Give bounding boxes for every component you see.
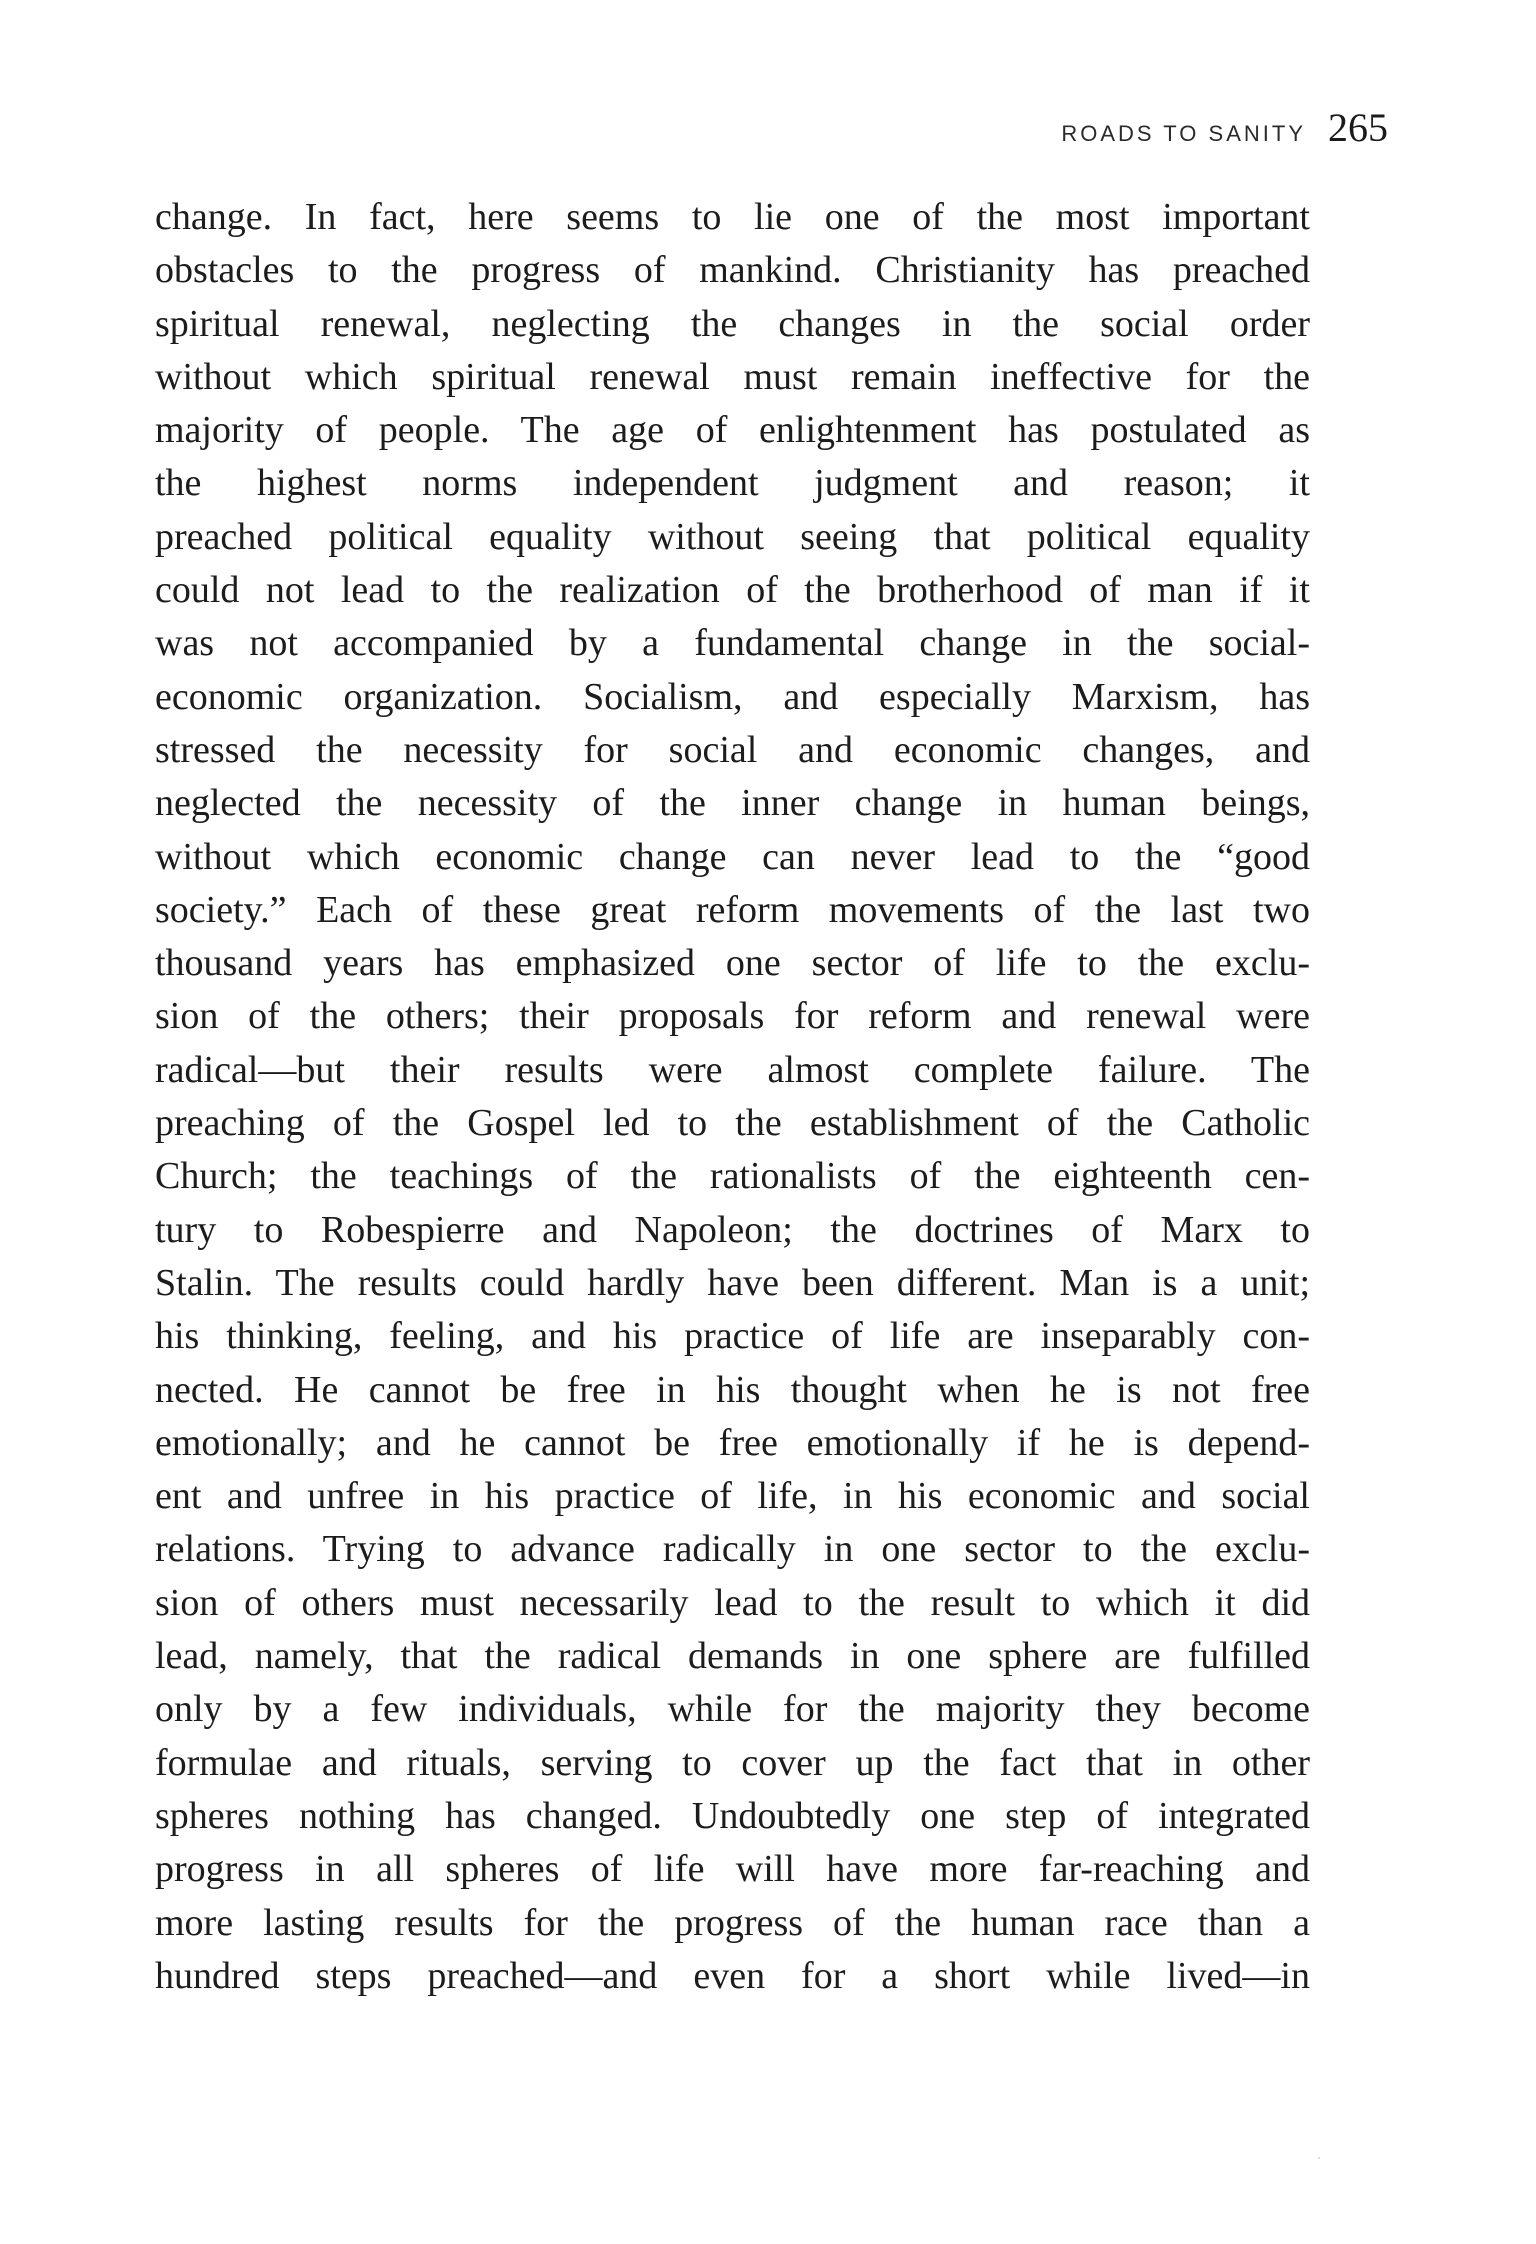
text-line: majority of people. The age of enlightenment has postulated as — [155, 409, 1310, 452]
text-line: his thinking, feeling, and his practice of life are inseparably con- — [155, 1315, 1310, 1358]
text-line: preaching of the Gospel led to the establishment of the Catholic — [155, 1102, 1310, 1145]
text-line: could not lead to the realization of the brotherhood of man if it — [155, 569, 1310, 612]
text-line: was not accompanied by a fundamental change in the social- — [155, 622, 1310, 665]
text-line: thousand years has emphasized one sector of life to the exclu- — [155, 942, 1310, 985]
text-line: neglected the necessity of the inner change in human beings, — [155, 782, 1310, 825]
text-line: radical—but their results were almost complete failure. The — [155, 1048, 1310, 1091]
text-line: Stalin. The results could hardly have been different. Man is a unit; — [155, 1261, 1310, 1304]
text-line: economic organization. Socialism, and especially Marxism, has — [155, 675, 1310, 718]
text-line: emotionally; and he cannot be free emotionally if he is depend- — [155, 1421, 1310, 1464]
text-line: ent and unfree in his practice of life, in his economic and social — [155, 1475, 1310, 1518]
text-line: lead, namely, that the radical demands in one sphere are fulfilled — [155, 1635, 1310, 1678]
text-line: spheres nothing has changed. Undoubtedly one step of integrated — [155, 1794, 1310, 1837]
text-line: hundred steps preached—and even for a short while lived—in — [155, 1954, 1310, 1997]
text-line: the highest norms independent judgment and reason; it — [155, 462, 1310, 505]
text-line: relations. Trying to advance radically in one sector to the exclu- — [155, 1528, 1310, 1571]
running-head — [1061, 104, 1388, 151]
text-line: formulae and rituals, serving to cover up the fact that in other — [155, 1741, 1310, 1784]
page-number: 265 — [1328, 105, 1388, 150]
text-line: only by a few individuals, while for the majority they become — [155, 1688, 1310, 1731]
text-line: change. In fact, here seems to lie one of the most important — [155, 196, 1310, 238]
text-line: progress in all spheres of life will have more far-reaching and — [155, 1848, 1310, 1891]
text-line: nected. He cannot be free in his thought when he is not free — [155, 1368, 1310, 1411]
text-line: tury to Robespierre and Napoleon; the doctrines of Marx to — [155, 1208, 1310, 1251]
text-line: sion of others must necessarily lead to the result to which it did — [155, 1581, 1310, 1624]
text-line: obstacles to the progress of mankind. Christianity has preached — [155, 249, 1310, 292]
running-title: ROADS TO SANITY — [1061, 121, 1306, 146]
text-line: sion of the others; their proposals for reform and renewal were — [155, 995, 1310, 1038]
text-line: without which economic change can never lead to the “good — [155, 835, 1310, 878]
scan-speck — [1318, 2157, 1320, 2159]
text-line: preached political equality without seeing that political equality — [155, 515, 1310, 558]
body-paragraph — [155, 191, 1310, 2003]
text-line: spiritual renewal, neglecting the changes in the social order — [155, 302, 1310, 345]
text-line: more lasting results for the progress of the human race than a — [155, 1901, 1310, 1944]
text-line: Church; the teachings of the rationalists of the eighteenth cen- — [155, 1155, 1310, 1198]
text-line: stressed the necessity for social and economic changes, and — [155, 728, 1310, 771]
text-line: society.” Each of these great reform movements of the last two — [155, 888, 1310, 931]
text-line: without which spiritual renewal must remain ineffective for the — [155, 355, 1310, 398]
